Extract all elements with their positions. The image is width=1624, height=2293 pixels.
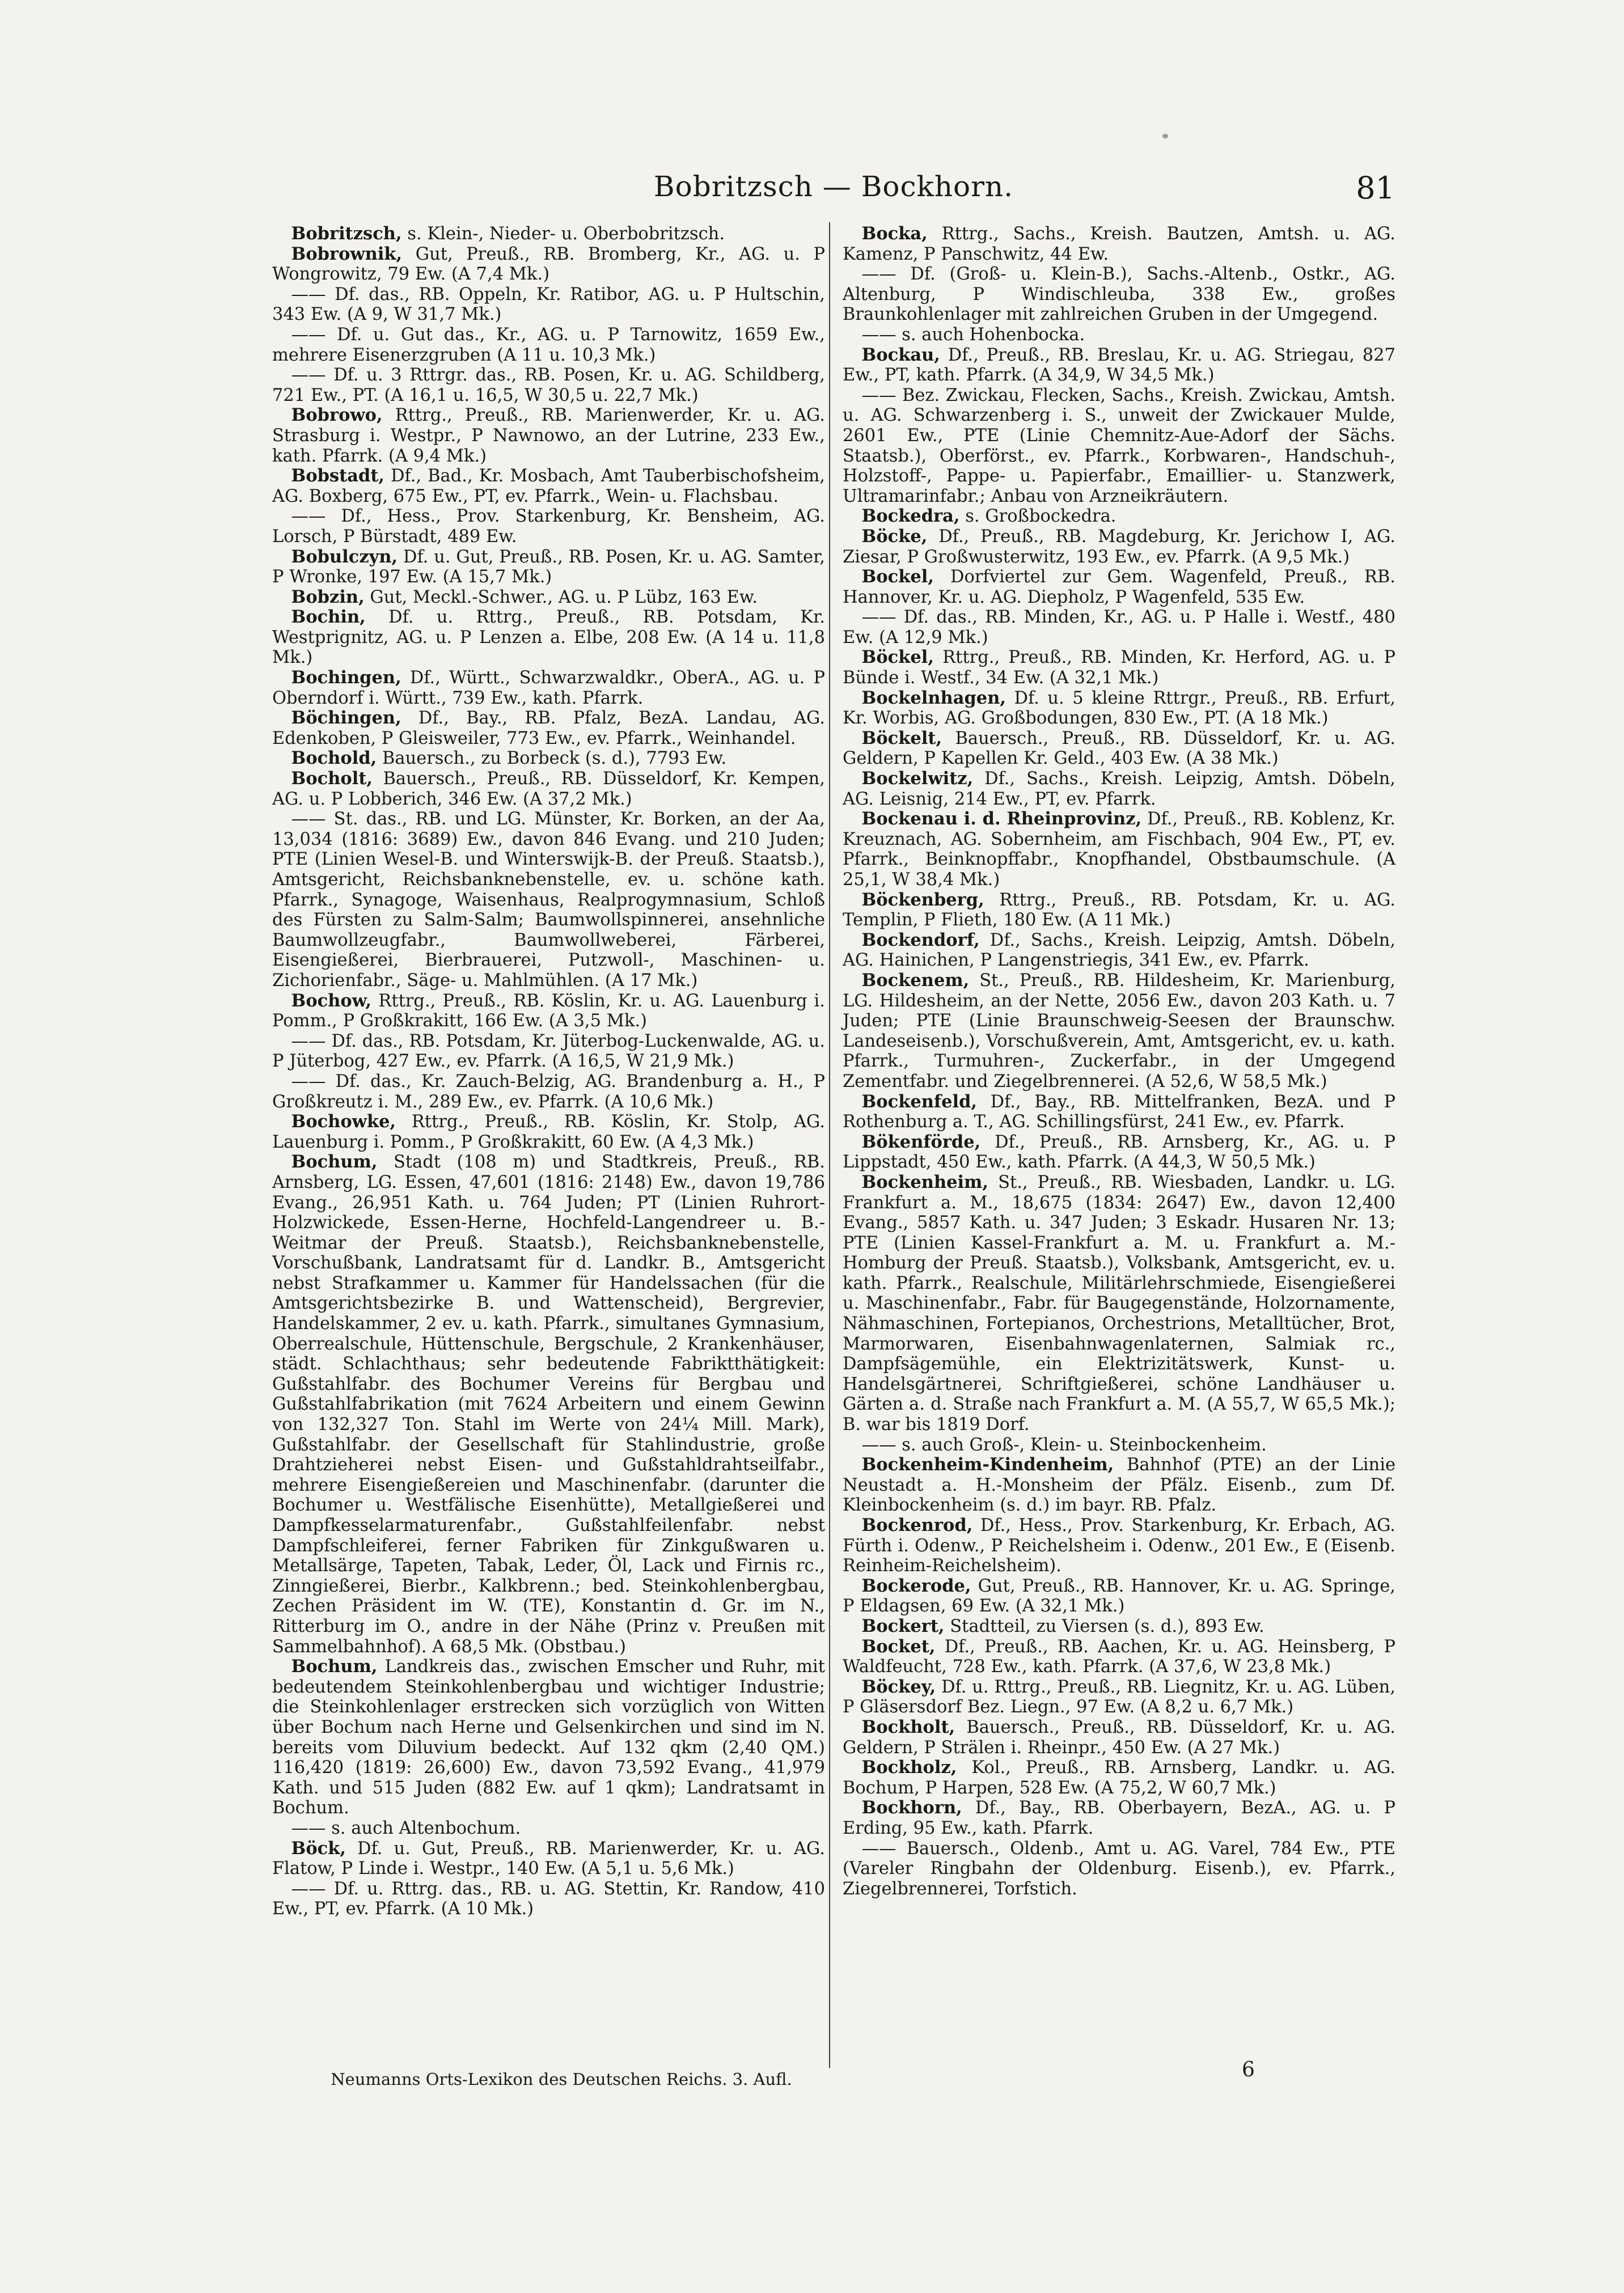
entry-headword: Bockholz, xyxy=(861,1757,957,1778)
entry-text: Df., Sachs., Kreish. Leipzig, Amtsh. Döbeln, AG. Leisnig, 214 Ew., PT, ev. Pfarrk. xyxy=(843,769,1395,809)
entry-text: Gut, Preuß., RB. Bromberg, Kr., AG. u. P Wongrowitz, 79 Ew. (A 7,4 Mk.) xyxy=(272,244,825,285)
lexicon-entry xyxy=(843,971,1395,1092)
entry-headword: Bochowke, xyxy=(291,1111,396,1132)
entry-headword: Böchingen, xyxy=(291,708,401,729)
entry-headword: Böckenberg, xyxy=(861,889,984,910)
entry-text: Bauersch., Preuß., RB. Düsseldorf, Kr. u. AG. Geldern, P Strälen i. Rheinpr., 450 Ew. (A 27 Mk.) xyxy=(843,1717,1395,1758)
entry-text: Df., Bay., RB. Oberbayern, BezA., AG. u. P Erding, 95 Ew., kath. Pfarrk. xyxy=(843,1798,1395,1838)
entry-headword: Bocka, xyxy=(861,223,928,244)
entry-headword: Bockerode, xyxy=(861,1575,971,1596)
entry-text: Rttrg., Preuß., RB. Marienwerder, Kr. u. AG. Strasburg i. Westpr., P Nawnowo, an der Lutrine, 233 Ew., kath. Pfarrk. (A 9,4 Mk.) xyxy=(272,405,825,466)
entry-headword: Bockenem, xyxy=(861,970,970,991)
lexicon-entry xyxy=(272,365,825,405)
right-column xyxy=(843,224,1395,1899)
entry-headword: Bockhorn, xyxy=(861,1797,962,1818)
entry-headword: Bökenförde, xyxy=(861,1131,981,1152)
lexicon-entry xyxy=(843,1173,1395,1435)
entry-text: —— Df., Hess., Prov. Starkenburg, Kr. Bensheim, AG. Lorsch, P Bürstadt, 489 Ew. xyxy=(272,506,825,547)
entry-headword: Böckelt, xyxy=(861,727,942,748)
entry-headword: Böckey, xyxy=(861,1676,936,1697)
lexicon-entry xyxy=(272,1657,825,1818)
entry-text: Df., Bay., RB. Pfalz, BezA. Landau, AG. Edenkoben, P Gleisweiler, 773 Ew., ev. Pfarrk., Weinhandel. xyxy=(272,708,825,748)
lexicon-entry xyxy=(272,224,825,244)
page-header xyxy=(272,170,1395,215)
lexicon-entry xyxy=(272,547,825,587)
lexicon-entry xyxy=(272,1112,825,1152)
entry-headword: Bockedra, xyxy=(861,506,960,527)
entry-text: Landkreis das., zwischen Emscher und Ruhr, mit bedeutendem Steinkohlenbergbau und wichtiger Industrie; die Steinkohlenlager erstrecken sich vorzüglich von Witten über Bochum nach Herne und Gelsenkirchen und sind im N. bereits vom Diluvium bedeckt. Auf 132 qkm (2,40 QM.) 116,420 (1819: 26,600) Ew., davon 73,592 Evang., 41,979 Kath. und 515 Juden (882 Ew. auf 1 qkm); Landratsamt in Bochum. xyxy=(272,1657,825,1818)
lexicon-entry xyxy=(843,527,1395,567)
lexicon-entry xyxy=(272,1839,825,1879)
lexicon-entry xyxy=(843,930,1395,971)
entry-text: St., Preuß., RB. Hildesheim, Kr. Marienburg, LG. Hildesheim, an der Nette, 2056 Ew., davon 203 Kath. u. 7 Juden; PTE (Linie Braunschweig-Seesen der Braunschw. Landeseisenb.), Vorschußverein, Amt, Amtsgericht, ev. u. kath. Pfarrk., Turmuhren-, Zuckerfabr., in der Umgegend Zementfabr. und Ziegelbrennerei. (A 52,6, W 58,5 Mk.) xyxy=(843,970,1395,1091)
entry-headword: Bockel, xyxy=(861,566,934,587)
lexicon-entry xyxy=(272,405,825,466)
entry-text: Df. u. Rttrg., Preuß., RB. Liegnitz, Kr. u. AG. Lüben, P Gläsersdorf Bez. Liegn., 97 Ew. (A 8,2 u. 6,7 Mk.) xyxy=(843,1677,1396,1717)
entry-headword: Bockau, xyxy=(861,344,940,365)
source-footer: Neumanns Orts-Lexikon des Deutschen Reichs. 3. Aufl. xyxy=(331,2070,792,2089)
lexicon-entry xyxy=(843,567,1395,607)
lexicon-entry xyxy=(843,1132,1395,1173)
entry-text: Df., Preuß., RB. Aachen, Kr. u. AG. Heinsberg, P Waldfeucht, 728 Ew., kath. Pfarrk. (A 37,6, W 23,8 Mk.) xyxy=(843,1636,1396,1677)
sheet-signature: 6 xyxy=(1242,2058,1255,2082)
entry-text: Rttrg., Preuß., RB. Köslin, Kr. Stolp, AG. Lauenburg i. Pomm., P Großkrakitt, 60 Ew. (A 4,3 Mk.) xyxy=(272,1112,825,1152)
entry-text: Df. u. 5 kleine Rttrgr., Preuß., RB. Erfurt, Kr. Worbis, AG. Großbodungen, 830 Ew., PT. (A 18 Mk.) xyxy=(843,688,1395,729)
entry-text: Df. u. Rttrg., Preuß., RB. Potsdam, Kr. Westprignitz, AG. u. P Lenzen a. Elbe, 208 Ew. (A 14 u. 11,8 Mk.) xyxy=(272,607,825,668)
entry-text: Df., Hess., Prov. Starkenburg, Kr. Erbach, AG. Fürth i. Odenw., P Reichelsheim i. Odenw., 201 Ew., E (Eisenb. Reinheim-Reichelsheim). xyxy=(843,1516,1395,1576)
entry-text: Df. u. Gut, Preuß., RB. Posen, Kr. u. AG. Samter, P Wronke, 197 Ew. (A 15,7 Mk.) xyxy=(272,547,825,587)
lexicon-entry xyxy=(843,1576,1395,1617)
entry-text: —— Df. das., RB. Potsdam, Kr. Jüterbog-Luckenwalde, AG. u. P Jüterbog, 427 Ew., ev. Pfarrk. (A 16,5, W 21,9 Mk.) xyxy=(272,1031,825,1072)
entry-headword: Bockenheim, xyxy=(861,1171,989,1192)
entry-headword: Bobrowo, xyxy=(291,405,383,426)
entry-headword: Bockelnhagen, xyxy=(861,687,1006,708)
entry-headword: Bochum, xyxy=(291,1152,378,1173)
entry-text: Rttrg., Preuß., RB. Köslin, Kr. u. AG. Lauenburg i. Pomm., P Großkrakitt, 166 Ew. (A 3,5 Mk.) xyxy=(272,991,825,1031)
lexicon-entry xyxy=(272,1879,825,1919)
lexicon-entry xyxy=(843,1516,1395,1576)
lexicon-entry xyxy=(843,688,1395,729)
page-number: 81 xyxy=(1356,170,1395,206)
lexicon-entry xyxy=(843,345,1395,386)
entry-text: Df., Preuß., RB. Arnsberg, Kr., AG. u. P Lippstadt, 450 Ew., kath. Pfarrk. (A 44,3, W 50,5 Mk.) xyxy=(843,1132,1395,1173)
entry-headword: Bocholt, xyxy=(291,768,373,789)
lexicon-entry xyxy=(272,668,825,708)
entry-headword: Böck, xyxy=(291,1838,346,1859)
entry-text: —— St. das., RB. und LG. Münster, Kr. Borken, an der Aa, 13,034 (1816: 3689) Ew., davon 846 Evang. und 210 Juden; PTE (Linien Wesel-B. und Winterswijk-B. der Preuß. Staatsb.), Amtsgericht, Reichsbanknebenstelle, ev. u. schöne kath. Pfarrk., Synagoge, Waisenhaus, Realprogymnasium, Schloß des Fürsten zu Salm-Salm; Baumwollspinnerei, ansehnliche Baumwollzeugfabr., Baumwollweberei, Färberei, Eisengießerei, Bierbrauerei, Putzwoll-, Maschinen- u. Zichorienfabr., Säge- u. Mahlmühlen. (A 17 Mk.) xyxy=(272,809,825,991)
entry-text: St., Preuß., RB. Wiesbaden, Landkr. u. LG. Frankfurt a. M., 18,675 (1834: 2647) Ew., davon 12,400 Evang., 5857 Kath. u. 347 Juden; 3 Eskadr. Husaren Nr. 13; PTE (Linien Kassel-Frankfurt a. M. u. Frankfurt a. M.-Homburg der Preuß. Staatsb.), Volksbank, Amtsgericht, ev. u. kath. Pfarrk., Realschule, Militärlehrschmiede, Eisengießerei u. Maschinenfabr., Fabr. für Baugegenstände, Holzornamente, Nähmaschinen, Fortepianos, Orchestrions, Metalltücher, Brot, Marmorwaren, Eisenbahnwagenlaternen, Salmiak rc., Dampfsägemühle, ein Elektrizitätswerk, Kunst- u. Handelsgärtnerei, Schriftgießerei, schöne Landhäuser u. Gärten a. d. Straße nach Frankfurt a. M. (A 55,7, W 65,5 Mk.); B. war bis 1819 Dorf. xyxy=(843,1172,1396,1435)
entry-text: Gut, Meckl.-Schwer., AG. u. P Lübz, 163 Ew. xyxy=(370,587,758,607)
lexicon-entry xyxy=(272,607,825,668)
lexicon-entry xyxy=(272,1072,825,1112)
lexicon-entry xyxy=(272,769,825,809)
entry-headword: Bockelwitz, xyxy=(861,768,974,789)
entry-text: Rttrg., Preuß., RB. Minden, Kr. Herford, AG. u. P Bünde i. Westf., 34 Ew. (A 32,1 Mk.) xyxy=(843,648,1395,688)
entry-headword: Bocket, xyxy=(861,1636,936,1657)
entry-headword: Bochum, xyxy=(291,1656,378,1677)
lexicon-entry xyxy=(272,1152,825,1657)
entry-text: Kol., Preuß., RB. Arnsberg, Landkr. u. AG. Bochum, P Harpen, 528 Ew. (A 75,2, W 60,7 Mk.) xyxy=(843,1758,1395,1798)
entry-text: Df., Bay., RB. Mittelfranken, BezA. und P Rothenburg a. T., AG. Schillingsfürst, 241 Ew., ev. Pfarrk. xyxy=(843,1091,1395,1132)
lexicon-entry xyxy=(843,648,1395,688)
entry-text: —— Df. u. 3 Rttrgr. das., RB. Posen, Kr. u. AG. Schildberg, 721 Ew., PT. (A 16,1 u. 16,5, W 30,5 u. 22,7 Mk.) xyxy=(272,365,825,405)
entry-text: —— Df. u. Gut das., Kr., AG. u. P Tarnowitz, 1659 Ew., mehrere Eisenerzgruben (A 11 u. 10,3 Mk.) xyxy=(272,324,825,365)
entry-text: —— s. auch Hohenbocka. xyxy=(861,324,1085,345)
page-title: Bobritzsch — Bockhorn. xyxy=(653,170,1014,203)
entry-text: Bauersch., Preuß., RB. Düsseldorf, Kr. u. AG. Geldern, P Kapellen Kr. Geld., 403 Ew. (A 38 Mk.) xyxy=(843,728,1395,769)
lexicon-entry xyxy=(843,506,1395,527)
lexicon-entry xyxy=(272,285,825,325)
entry-headword: Bobritzsch, xyxy=(291,223,402,244)
entry-headword: Bockenfeld, xyxy=(861,1091,978,1112)
lexicon-entry xyxy=(843,1455,1395,1516)
entry-headword: Bochold, xyxy=(291,748,377,769)
lexicon-entry xyxy=(272,809,825,991)
entry-text: —— Bauersch., Oldenb., Amt u. AG. Varel, 784 Ew., PTE (Vareler Ringbahn der Oldenburg. Eisenb.), ev. Pfarrk., Ziegelbrennerei, Torfstich. xyxy=(843,1838,1395,1899)
left-column xyxy=(272,224,825,1919)
lexicon-entry xyxy=(272,1818,825,1839)
entry-text: Bauersch., Preuß., RB. Düsseldorf, Kr. Kempen, AG. u. P Lobberich, 346 Ew. (A 37,2 Mk.) xyxy=(272,769,825,809)
entry-text: Bauersch., zu Borbeck (s. d.), 7793 Ew. xyxy=(382,748,727,769)
lexicon-entry xyxy=(272,506,825,547)
lexicon-entry xyxy=(272,708,825,748)
lexicon-entry xyxy=(843,1677,1395,1717)
lexicon-entry xyxy=(272,1031,825,1072)
entry-text: Stadtteil, zu Viersen (s. d.), 893 Ew. xyxy=(950,1616,1264,1636)
lexicon-entry xyxy=(843,1717,1395,1758)
lexicon-entry xyxy=(843,386,1395,507)
lexicon-entry xyxy=(843,325,1395,345)
entry-headword: Bockert, xyxy=(861,1615,945,1636)
column-divider xyxy=(829,222,830,2068)
entry-headword: Bochingen, xyxy=(291,667,401,688)
ink-speck xyxy=(1162,134,1168,138)
entry-text: Df., Sachs., Kreish. Leipzig, Amtsh. Döbeln, AG. Hainichen, P Langenstriegis, 341 Ew., ev. Pfarrk. xyxy=(843,930,1395,971)
lexicon-entry xyxy=(843,264,1395,325)
entry-text: —— Df. das., RB. Oppeln, Kr. Ratibor, AG. u. P Hultschin, 343 Ew. (A 9, W 31,7 Mk.) xyxy=(272,284,825,325)
entry-text: —— Df. (Groß- u. Klein-B.), Sachs.-Altenb., Ostkr., AG. Altenburg, P Windischleuba, 338 Ew., großes Braunkohlenlager mit zahlreichen Gruben in der Umgegend. xyxy=(843,264,1395,325)
entry-text: —— Df. u. Rttrg. das., RB. u. AG. Stettin, Kr. Randow, 410 Ew., PT, ev. Pfarrk. (A 10 Mk.) xyxy=(272,1879,825,1919)
lexicon-entry xyxy=(843,1637,1395,1677)
entry-headword: Böcke, xyxy=(861,526,928,547)
lexicon-entry xyxy=(843,809,1395,890)
lexicon-entry xyxy=(272,991,825,1031)
entry-text: —— Df. das., RB. Minden, Kr., AG. u. P Halle i. Westf., 480 Ew. (A 12,9 Mk.) xyxy=(843,607,1395,648)
lexicon-entry xyxy=(272,466,825,506)
entry-text: Df., Preuß., RB. Breslau, Kr. u. AG. Striegau, 827 Ew., PT, kath. Pfarrk. (A 34,9, W 34,5 Mk.) xyxy=(843,345,1395,386)
entry-text: Bahnhof (PTE) an der Linie Neustadt a. H.-Monsheim der Pfälz. Eisenb., zum Df. Kleinbockenheim (s. d.) im bayr. RB. Pfalz. xyxy=(843,1455,1395,1516)
lexicon-entry xyxy=(843,1758,1395,1798)
entry-text: s. Großbockedra. xyxy=(965,506,1116,527)
entry-headword: Böckel, xyxy=(861,647,934,668)
lexicon-entry xyxy=(843,890,1395,930)
entry-headword: Bockenrod, xyxy=(861,1515,973,1535)
entry-text: —— s. auch Groß-, Klein- u. Steinbockenheim. xyxy=(861,1435,1267,1455)
entry-headword: Bobulczyn, xyxy=(291,546,398,567)
lexicon-entry xyxy=(843,729,1395,769)
entry-headword: Bockenheim-Kindenheim, xyxy=(861,1454,1114,1475)
lexicon-entry xyxy=(843,769,1395,809)
entry-headword: Bochin, xyxy=(291,607,366,628)
lexicon-entry xyxy=(272,748,825,769)
lexicon-entry xyxy=(272,244,825,285)
entry-text: s. Klein-, Nieder- u. Oberbobritzsch. xyxy=(407,224,725,244)
entry-text: Df., Württ., Schwarzwaldkr., OberA., AG. u. P Oberndorf i. Württ., 739 Ew., kath. Pfarrk. xyxy=(272,668,825,708)
entry-headword: Bobstadt, xyxy=(291,466,385,486)
lexicon-entry xyxy=(843,1798,1395,1838)
entry-text: Gut, Preuß., RB. Hannover, Kr. u. AG. Springe, P Eldagsen, 69 Ew. (A 32,1 Mk.) xyxy=(843,1576,1395,1617)
lexicon-entry xyxy=(843,1092,1395,1132)
entry-headword: Bobzin, xyxy=(291,586,365,607)
entry-text: —— Df. das., Kr. Zauch-Belzig, AG. Brandenburg a. H., P Großkreutz i. M., 289 Ew., ev. Pfarrk. (A 10,6 Mk.) xyxy=(272,1071,825,1112)
lexicon-entry xyxy=(843,1617,1395,1637)
entry-text: Rttrg., Preuß., RB. Potsdam, Kr. u. AG. Templin, P Flieth, 180 Ew. (A 11 Mk.) xyxy=(843,890,1395,930)
entry-text: Rttrg., Sachs., Kreish. Bautzen, Amtsh. u. AG. Kamenz, P Panschwitz, 44 Ew. xyxy=(843,224,1395,264)
lexicon-entry xyxy=(272,325,825,365)
lexicon-entry xyxy=(843,607,1395,648)
entry-text: Df., Preuß., RB. Koblenz, Kr. Kreuznach, AG. Sobernheim, am Fischbach, 904 Ew., PT, ev. Pfarrk., Beinknopffabr., Knopfhandel, Obstbaumschule. (A 25,1, W 38,4 Mk.) xyxy=(843,809,1395,890)
entry-headword: Bockendorf, xyxy=(861,929,980,950)
entry-text: Df. u. Gut, Preuß., RB. Marienwerder, Kr. u. AG. Flatow, P Linde i. Westpr., 140 Ew. (A 5,1 u. 5,6 Mk.) xyxy=(272,1838,826,1879)
entry-headword: Bockholt, xyxy=(861,1716,955,1737)
lexicon-entry xyxy=(843,1839,1395,1899)
entry-text: —— Bez. Zwickau, Flecken, Sachs., Kreish. Zwickau, Amtsh. u. AG. Schwarzenberg i. S., unweit der Zwickauer Mulde, 2601 Ew., PTE (Linie Chemnitz-Aue-Adorf der Sächs. Staatsb.), Oberförst., ev. Pfarrk., Korbwaren-, Handschuh-, Holzstoff-, Pappe- u. Papierfabr., Emaillier- u. Stanzwerk, Ultramarinfabr.; Anbau von Arzneikräutern. xyxy=(843,385,1395,506)
entry-headword: Bobrownik, xyxy=(291,243,403,264)
entry-text: Df., Bad., Kr. Mosbach, Amt Tauberbischofsheim, AG. Boxberg, 675 Ew., PT, ev. Pfarrk., Wein- u. Flachsbau. xyxy=(272,466,825,506)
lexicon-entry xyxy=(843,1435,1395,1456)
lexicon-entry xyxy=(843,224,1395,264)
lexicon-entry xyxy=(272,587,825,608)
entry-text: Dorfviertel zur Gem. Wagenfeld, Preuß., RB. Hannover, Kr. u. AG. Diepholz, P Wagenfeld, 535 Ew. xyxy=(843,567,1395,607)
entry-text: —— s. auch Altenbochum. xyxy=(291,1818,521,1838)
entry-text: Df., Preuß., RB. Magdeburg, Kr. Jerichow I, AG. Ziesar, P Großwusterwitz, 193 Ew., ev. Pfarrk. (A 9,5 Mk.) xyxy=(843,526,1395,567)
entry-text: Stadt (108 m) und Stadtkreis, Preuß., RB. Arnsberg, LG. Essen, 47,601 (1816: 2148) Ew., davon 19,786 Evang., 26,951 Kath. u. 764 Juden; PT (Linien Ruhrort-Holzwickede, Essen-Herne, Hochfeld-Langendreer u. B.-Weitmar der Preuß. Staatsb.), Reichsbanknebenstelle, Vorschußbank, Landratsamt für d. Landkr. B., Amtsgericht nebst Strafkammer u. Kammer für Handelssachen (für die Amtsgerichtsbezirke B. und Wattenscheid), Bergrevier, Handelskammer, 2 ev. u. kath. Pfarrk., simultanes Gymnasium, Oberrealschule, Hüttenschule, Bergschule, 2 Krankenhäuser, städt. Schlachthaus; sehr bedeutende Fabriktthätigkeit: Gußstahlfabr. des Bochumer Vereins für Bergbau und Gußstahlfabrikation (mit 7624 Arbeitern und einem Gewinn von 132,327 Ton. Stahl im Werte von 24¼ Mill. Mark), Gußstahlfabr. der Gesellschaft für Stahlindustrie, große Drahtzieherei nebst Eisen- und Gußstahldrahtseilfabr., mehrere Eisengießereien und Maschinenfabr. (darunter die Bochumer u. Westfälische Eisenhütte), Metallgießerei und Dampfkesselarmaturenfabr., Gußstahlfeilenfabr. nebst Dampfschleiferei, ferner Fabriken für Zinkgußwaren u. Metallsärge, Tapeten, Tabak, Leder, Öl, Lack und Firnis rc., Zinngießerei, Bierbr., Kalkbrenn.; bed. Steinkohlenbergbau, Zechen Präsident im W. (TE), Konstantin d. Gr. im N., Ritterburg im O., andre in der Nähe (Prinz v. Preußen mit Sammelbahnhof). A 68,5 Mk. (Obstbau.) xyxy=(272,1152,825,1657)
entry-headword: Bockenau i. d. Rheinprovinz, xyxy=(861,809,1142,830)
entry-headword: Bochow, xyxy=(291,990,372,1011)
